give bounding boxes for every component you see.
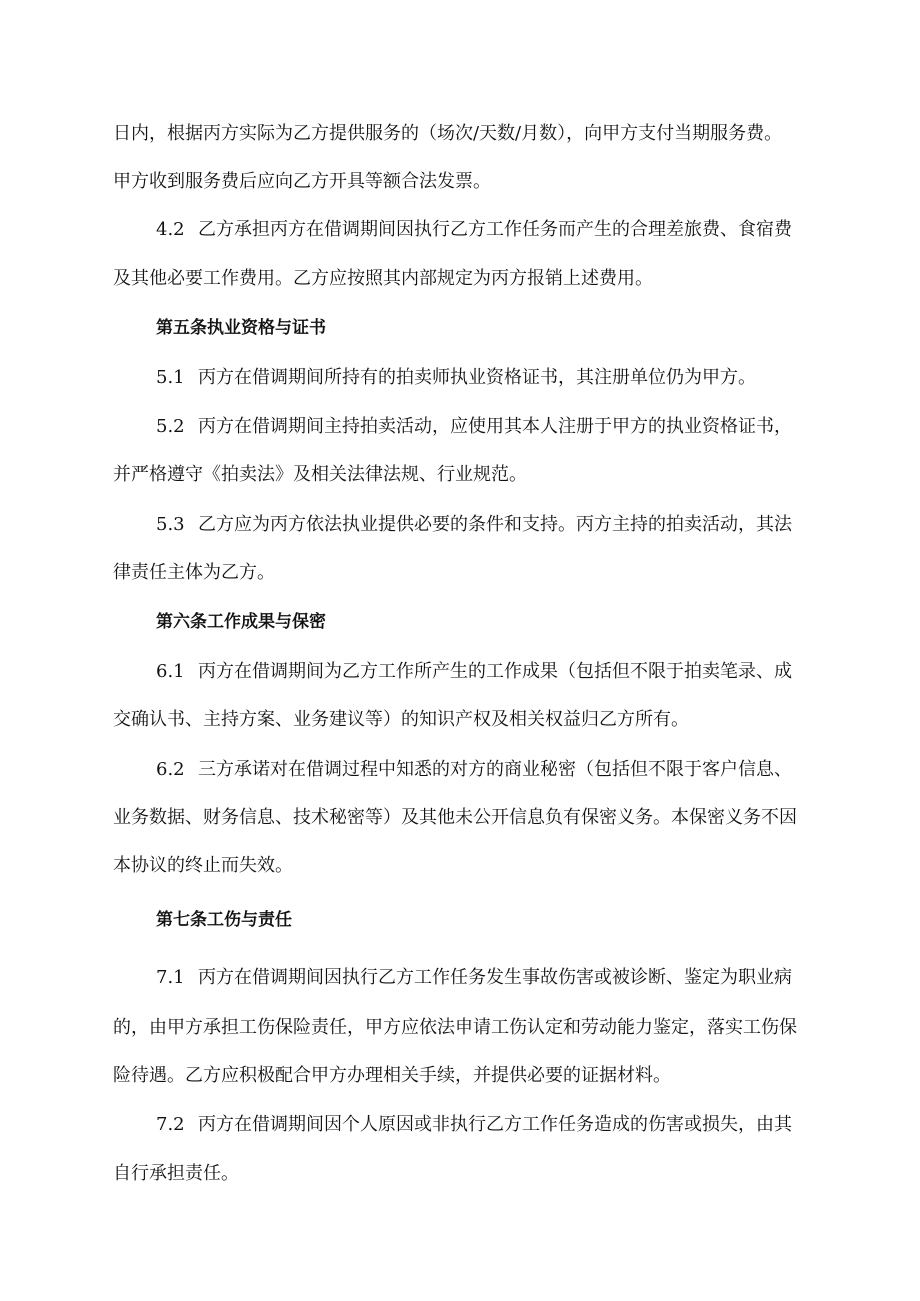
clause-number: 7.2	[156, 1114, 185, 1135]
clause-text: 丙方在借调期间为乙方工作所产生的工作成果（包括但不限于拍卖笔录、成	[198, 661, 792, 682]
clause-number: 5.2	[156, 416, 185, 437]
clause-number: 5.1	[156, 367, 185, 388]
clause-text: 乙方应为丙方依法执业提供必要的条件和支持。丙方主持的拍卖活动，其法	[198, 514, 792, 535]
paragraph-6-2-line-1	[156, 758, 792, 782]
paragraph-5-1-line-1	[156, 366, 756, 390]
clause-text: 丙方在借调期间主持拍卖活动，应使用其本人注册于甲方的执业资格证书，	[198, 416, 792, 437]
section-heading-6: 第六条工作成果与保密	[156, 612, 326, 632]
paragraph-4-2-line-1	[156, 218, 792, 242]
paragraph-6-1-line-2: 交确认书、主持方案、业务建议等）的知识产权及相关权益归乙方所有。	[113, 709, 689, 730]
clause-number: 7.1	[156, 967, 185, 988]
clause-number: 4.2	[156, 219, 185, 240]
paragraph-4-1-line-2: 甲方收到服务费后应向乙方开具等额合法发票。	[113, 171, 491, 192]
clause-number: 6.1	[156, 661, 185, 682]
clause-text: 丙方在借调期间所持有的拍卖师执业资格证书，其注册单位仍为甲方。	[198, 367, 756, 388]
paragraph-6-1-line-1	[156, 660, 792, 684]
clause-text: 丙方在借调期间因执行乙方工作任务发生事故伤害或被诊断、鉴定为职业病	[198, 967, 792, 988]
paragraph-7-1-line-1	[156, 966, 792, 990]
paragraph-5-3-line-2: 律责任主体为乙方。	[113, 562, 275, 583]
section-heading-5: 第五条执业资格与证书	[156, 318, 326, 338]
paragraph-5-2-line-1	[156, 415, 792, 439]
clause-text: 三方承诺对在借调过程中知悉的对方的商业秘密（包括但不限于客户信息、	[198, 759, 792, 780]
paragraph-7-1-line-3: 险待遇。乙方应积极配合甲方办理相关手续，并提供必要的证据材料。	[113, 1065, 671, 1086]
paragraph-6-2-line-2: 业务数据、财务信息、技术秘密等）及其他未公开信息负有保密义务。本保密义务不因	[113, 807, 797, 828]
paragraph-4-2-line-2: 及其他必要工作费用。乙方应按照其内部规定为丙方报销上述费用。	[113, 268, 653, 289]
paragraph-6-2-line-3: 本协议的终止而失效。	[113, 855, 293, 876]
paragraph-7-2-line-1	[156, 1113, 792, 1137]
clause-number: 6.2	[156, 759, 185, 780]
clause-text: 乙方承担丙方在借调期间因执行乙方工作任务而产生的合理差旅费、食宿费	[198, 219, 792, 240]
clause-text: 丙方在借调期间因个人原因或非执行乙方工作任务造成的伤害或损失，由其	[198, 1114, 792, 1135]
paragraph-4-1-line-1: 日内，根据丙方实际为乙方提供服务的（场次/天数/月数），向甲方支付当期服务费。	[113, 123, 783, 144]
clause-number: 5.3	[156, 514, 185, 535]
paragraph-5-3-line-1	[156, 513, 792, 537]
paragraph-7-2-line-2: 自行承担责任。	[113, 1163, 239, 1184]
paragraph-7-1-line-2: 的，由甲方承担工伤保险责任，甲方应依法申请工伤认定和劳动能力鉴定，落实工伤保	[113, 1017, 797, 1038]
paragraph-5-2-line-2: 并严格遵守《拍卖法》及相关法律法规、行业规范。	[113, 464, 527, 485]
section-heading-7: 第七条工伤与责任	[156, 910, 292, 930]
